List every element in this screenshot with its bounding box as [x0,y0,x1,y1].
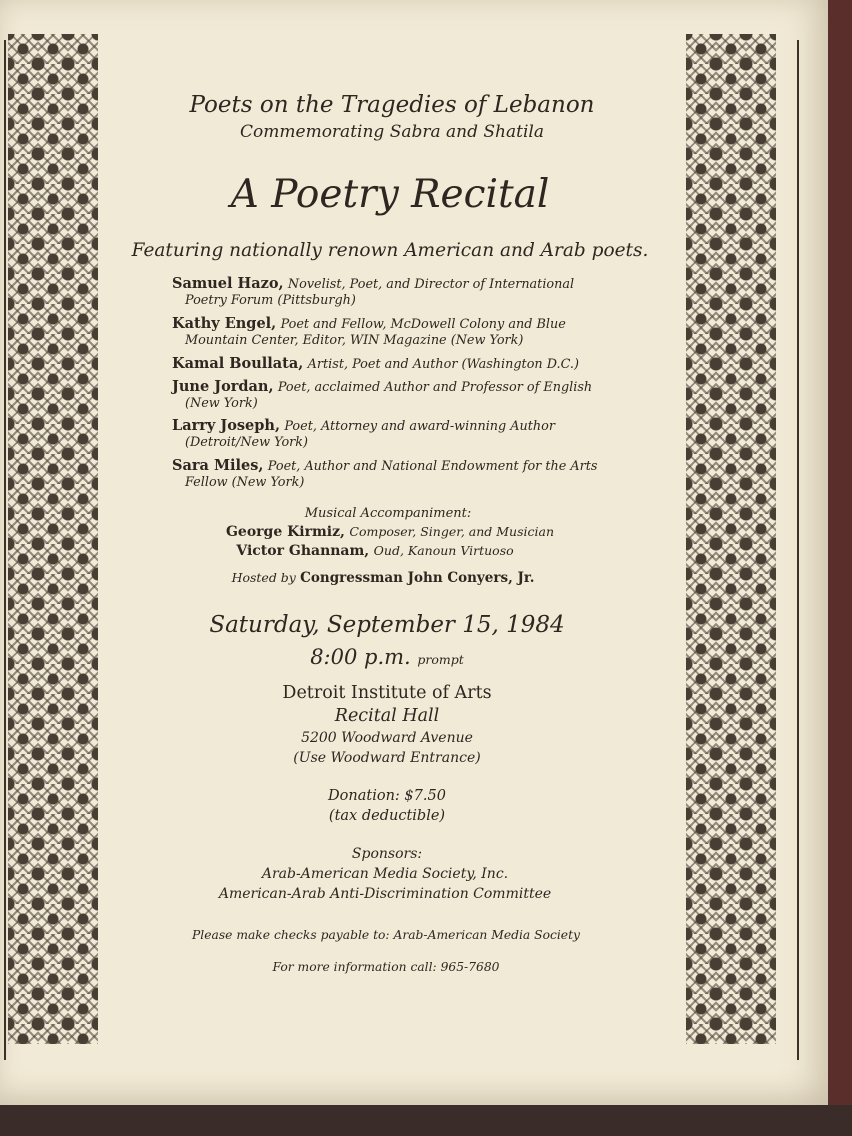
page-title: A Poetry Recital [230,172,550,217]
poet-description-continued: Poetry Forum (Pittsburgh) [185,293,356,308]
venue-entrance-note: (Use Woodward Entrance) [293,750,481,766]
poet-name: Larry Joseph, [172,417,280,434]
checks-note: Please make checks payable to: Arab-American Media Society [192,928,580,942]
poet-entry [172,418,555,451]
featuring-line: Featuring nationally renown American and Arab poets. [131,240,649,261]
host-name: Congressman John Conyers, Jr. [300,570,535,586]
event-date: Saturday, September 15, 1984 [209,612,565,638]
poet-description: Artist, Poet and Author (Washington D.C.) [307,357,579,372]
venue-address: 5200 Woodward Avenue [301,730,473,746]
contact-info: For more information call: 965-7680 [272,960,500,974]
sponsor-item: Arab-American Media Society, Inc. [261,866,509,882]
venue-name: Detroit Institute of Arts [282,683,492,703]
host-label: Hosted by [231,570,296,585]
poet-entry [172,356,579,373]
poet-name: June Jordan, [172,378,274,395]
poet-description: Novelist, Poet, and Director of International [287,277,575,292]
musician-description: Oud, Kanoun Virtuoso [373,543,514,558]
poet-entry [172,379,592,412]
poet-entry [172,276,574,309]
music-heading: Musical Accompaniment: [304,506,472,521]
poet-description: Poet, Attorney and award-winning Author [284,419,555,434]
poet-description-continued: (Detroit/New York) [185,435,309,450]
poet-entry [172,458,597,491]
musician-entry [236,543,513,559]
musician-description: Composer, Singer, and Musician [349,524,555,539]
musician-name: George Kirmiz, [225,524,345,540]
musician-entry [226,524,554,540]
poet-name: Kamal Boullata, [172,355,304,372]
background-floor [0,1105,852,1136]
sponsor-item: American-Arab Anti-Discrimination Committee [218,886,552,902]
sponsors-heading: Sponsors: [351,846,423,862]
header-title: Poets on the Tragedies of Lebanon [189,92,595,118]
poet-description: Poet, acclaimed Author and Professor of English [277,380,593,395]
header-subtitle: Commemorating Sabra and Shatila [240,122,544,142]
event-time-value: 8:00 p.m. [310,645,411,669]
poet-entry [172,316,566,349]
background-edge [828,0,852,1105]
event-time-note: prompt [417,652,464,667]
poet-description: Poet, Author and National Endowment for the Arts [267,459,598,474]
event-time [310,645,464,669]
poet-name: Sara Miles, [172,457,264,474]
musician-name: Victor Ghannam, [236,543,370,559]
poet-name: Samuel Hazo, [172,275,284,292]
donation-note: (tax deductible) [328,808,446,824]
poet-name: Kathy Engel, [172,315,277,332]
host-line [232,570,535,586]
poet-description-continued: (New York) [185,396,258,411]
poet-description-continued: Fellow (New York) [185,475,305,490]
poet-description-continued: Mountain Center, Editor, WIN Magazine (New York) [185,333,524,348]
venue-hall: Recital Hall [334,706,440,726]
donation-amount: Donation: $7.50 [328,788,446,804]
poet-description: Poet and Fellow, McDowell Colony and Blue [280,317,566,332]
